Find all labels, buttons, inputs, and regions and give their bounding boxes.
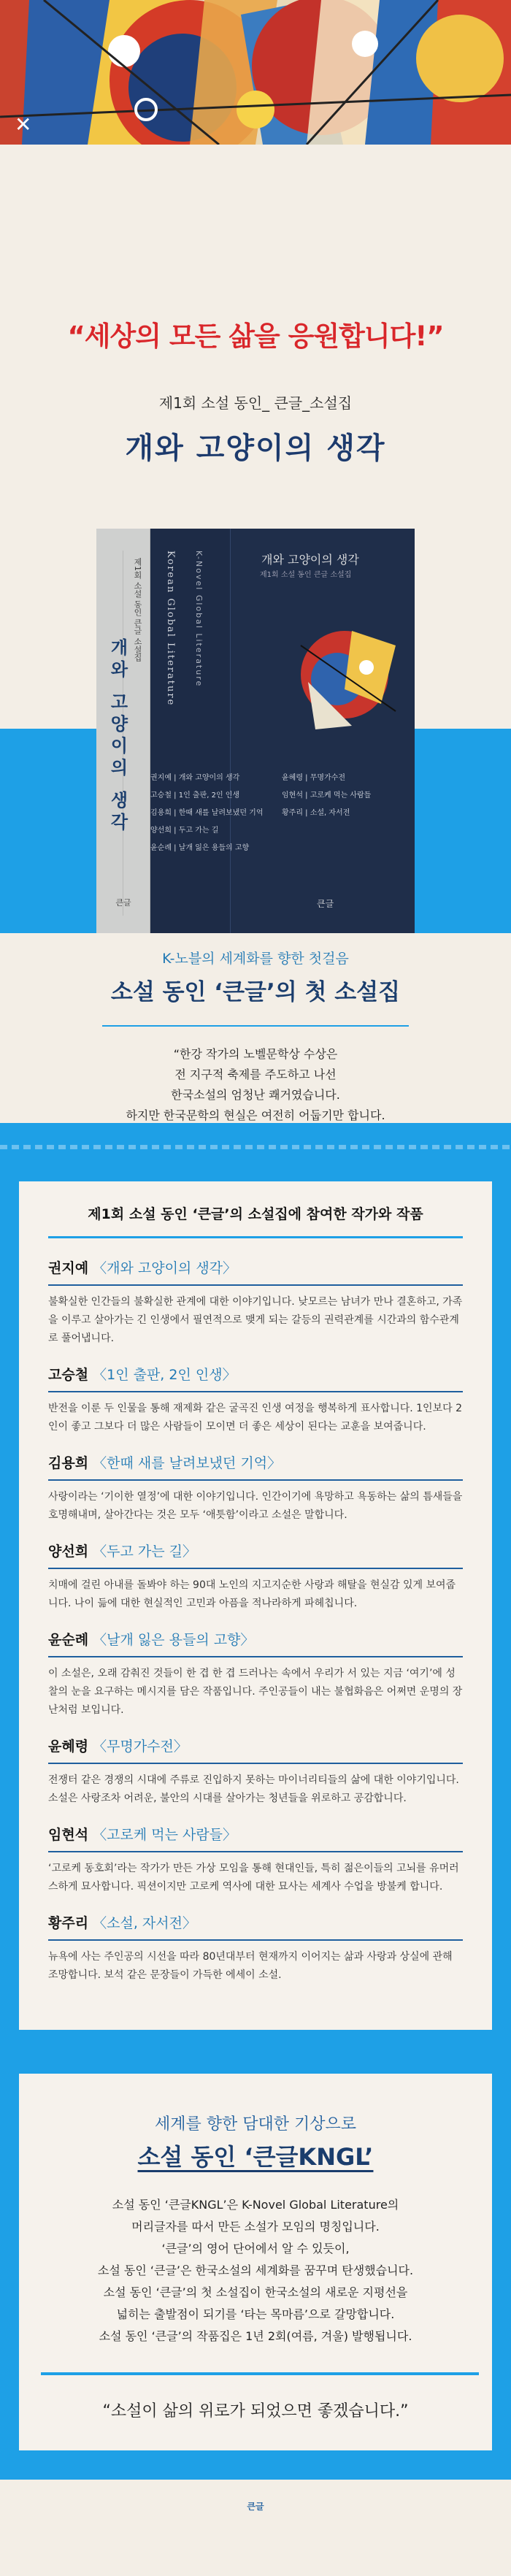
abstract-painting	[0, 0, 511, 145]
book-cover	[150, 529, 415, 938]
spine-series: 제1회 소설 동인 큰글 소설집	[133, 558, 142, 662]
author-name: 김용희	[48, 1455, 89, 1471]
divider	[102, 1025, 409, 1027]
closing-heading: 소설 동인 ‘큰글KNGL’	[137, 2143, 374, 2171]
author-name: 윤혜령	[48, 1739, 89, 1755]
cover-logo: 큰글	[317, 899, 334, 909]
closing-card	[19, 2074, 492, 2450]
authors-heading: 제1회 소설 동인 ‘큰글’의 소설집에 참여한 작가와 작품	[88, 1206, 423, 1222]
cover-subtitle: 제1회 소설 동인 큰글 소설집	[260, 571, 352, 579]
closing-line: 넓히는 출발점이 되기를 ‘타는 목마름’으로 갈망합니다.	[116, 2307, 395, 2321]
closing-line: ‘큰글’의 영어 단어에서 알 수 있듯이,	[161, 2242, 350, 2255]
author-work: 〈고로케 먹는 사람들〉	[93, 1827, 237, 1843]
book-spine	[96, 529, 150, 938]
cover-list-item: 임현석 | 고로케 먹는 사람들	[282, 791, 372, 800]
author-description: ‘고로케 동호회’라는 작가가 만든 가상 모임을 통해 현대인들, 특히 젊은이들의 고뇌를 유머러스하게 묘사합니다. 픽션이지만 고로케 역사에 대한 묘사는 세계사 수업을 방불케 합니다.	[48, 1863, 459, 1893]
author-entry	[48, 1824, 463, 1896]
author-name: 윤순례	[48, 1632, 89, 1648]
cover-artwork	[293, 624, 403, 733]
author-description: 치매에 걸린 아내를 돌봐야 하는 90대 노인의 지고지순한 사랑과 해탈을 현실감 있게 보여줍니다. 나이 듦에 대한 현실적인 고민과 아픔을 적나라하게 파헤칩니다.	[48, 1579, 456, 1609]
cover-title: 개와 고양이의 생각	[261, 553, 359, 567]
k-section-heading: 소설 동인 ‘큰글’의 첫 소설집	[110, 979, 401, 1005]
cover-list-item: 양선희 | 두고 가는 길	[150, 827, 219, 835]
author-entry	[48, 1541, 463, 1613]
spine-title: 개와 고양이의 생각	[107, 638, 128, 835]
closing-subheading: 세계를 향한 담대한 기상으로	[154, 2115, 356, 2134]
divider	[41, 2372, 479, 2375]
author-work: 〈두고 가는 길〉	[93, 1544, 196, 1560]
authors-section	[0, 1123, 511, 2074]
author-description: 반전을 이룬 두 인물을 통해 재제화 같은 굴곡진 인생 여정을 행복하게 표사합니다. 1인보다 2인이 좋고 그보다 더 많은 사람들이 모이면 더 좋은 세상이 된다는 교훈을 보여줍니다.	[48, 1403, 462, 1433]
quote-line: 전 지구적 축제를 주도하고 나선	[174, 1067, 337, 1081]
cover-list-item: 윤순례 | 날개 잃은 용들의 고향	[150, 844, 250, 852]
cover-vertical-title: Korean Global Literature	[165, 551, 176, 707]
author-name: 권지예	[48, 1260, 89, 1276]
closing-line: 소설 동인 ‘큰글’의 첫 소설집이 한국소설의 새로운 지평선을	[103, 2285, 408, 2299]
author-work: 〈날개 잃은 용들의 고향〉	[93, 1632, 255, 1648]
author-name: 양선희	[48, 1544, 89, 1560]
svg-text:✕: ✕	[15, 112, 32, 137]
closing-line: 소설 동인 ‘큰글’은 한국소설의 세계화를 꿈꾸며 탄생했습니다.	[97, 2263, 414, 2277]
book-title: 개와 고양이의 생각	[125, 431, 386, 465]
author-work: 〈개와 고양이의 생각〉	[93, 1260, 237, 1276]
closing-line: 소설 동인 ‘큰글’의 작품집은 1년 2회(여름, 겨울) 발행됩니다.	[99, 2329, 412, 2343]
author-entry	[48, 1257, 463, 1348]
cover-list-item: 김용희 | 한때 새를 날려보냈던 기억	[150, 809, 264, 817]
quote-line: “한강 작가의 노벨문학상 수상은	[173, 1047, 338, 1061]
subtitle: 제1회 소설 동인_ 큰글_소설집	[158, 394, 353, 412]
book-image	[96, 529, 415, 938]
author-description: 불확실한 인간들의 불확실한 관계에 대한 이야기입니다. 낮모르는 남녀가 만나 결혼하고, 가족을 이루고 살아가는 긴 인생에서 필연적으로 맺게 되는 갈등의 권력관계를 시간과의 함수관계로 풀어냅니다.	[48, 1296, 463, 1344]
quote-line: 하지만 한국문학의 현실은 여전히 어둡기만 합니다.	[126, 1108, 385, 1122]
closing-paragraph	[41, 2194, 470, 2347]
closing-line: 소설 동인 ‘큰글KNGL’은 K-Novel Global Literature의	[112, 2198, 399, 2212]
k-novel-section	[0, 933, 511, 1123]
slogan: “세상의 모든 삶을 응원합니다!”	[67, 321, 444, 352]
cover-list-item: 고승철 | 1인 출판, 2인 인생	[150, 791, 240, 800]
k-section-subheading: K-노블의 세계화를 향한 첫걸음	[162, 951, 349, 967]
footer	[0, 2480, 511, 2545]
author-entry	[48, 1364, 463, 1436]
publisher-logo: 큰글	[247, 2502, 264, 2512]
quote-line: 한국소설의 엄청난 쾌거였습니다.	[171, 1088, 340, 1102]
cover-vertical-sub: K-Novel Global Literature	[194, 551, 204, 688]
author-name: 임현석	[48, 1827, 89, 1843]
hero-artwork	[0, 0, 511, 145]
spine-logo: 큰글	[115, 898, 131, 908]
author-name: 황주리	[48, 1915, 89, 1931]
author-work: 〈1인 출판, 2인 인생〉	[93, 1367, 237, 1383]
closing-line: 머리글자를 따서 만든 소설가 모임의 명칭입니다.	[131, 2220, 380, 2234]
cover-list-item: 황주리 | 소설, 자서전	[282, 809, 350, 817]
author-work: 〈한때 새를 날려보냈던 기억〉	[93, 1455, 282, 1471]
author-description: 이 소설은, 오래 감춰진 것들이 한 겹 한 겹 드러나는 속에서 우리가 서 있는 지금 ‘여기’에 성찰의 눈을 요구하는 메시지를 담은 작품입니다. 주인공들이 내는 불협화음은 어쩌면 운명의 장난처럼 보입니다.	[48, 1668, 463, 1716]
author-entry	[48, 1912, 463, 1985]
closing-quote: “소설이 삶의 위로가 되었으면 좋겠습니다.”	[102, 2402, 409, 2420]
author-description: 전쟁터 같은 경쟁의 시대에 주류로 진입하지 못하는 마이너리티들의 삶에 대한 이야기입니다. 소설은 사랑조차 어려운, 불안의 시대를 살아가는 청년들을 위로하고 공감합니다.	[48, 1774, 459, 1804]
authors-card	[19, 1181, 492, 2030]
author-entry	[48, 1736, 463, 1808]
author-work: 〈소설, 자서전〉	[93, 1915, 196, 1931]
author-description: 뉴욕에 사는 주인공의 시선을 따라 80년대부터 현재까지 이어지는 삶과 사랑과 상실에 관해 조망합니다. 보석 같은 문장들이 가득한 에세이 소설.	[48, 1951, 453, 1981]
author-entry	[48, 1452, 463, 1525]
author-name: 고승철	[48, 1367, 89, 1383]
cover-list-item: 윤혜령 | 무명가수전	[282, 774, 346, 782]
cover-list-item: 권지예 | 개와 고양이의 생각	[150, 774, 240, 782]
author-entry	[48, 1629, 463, 1720]
author-description: 사랑이라는 ‘기이한 열정’에 대한 이야기입니다. 인간이기에 욕망하고 욕동하는 삶의 틈새들을 호명해내며, 살아간다는 것은 모두 ‘애틋함’이라고 소설은 말합니다.	[48, 1491, 463, 1521]
author-work: 〈무명가수전〉	[93, 1739, 188, 1755]
intro-section	[0, 145, 511, 933]
closing-section	[0, 2074, 511, 2480]
dashed-divider	[0, 1145, 511, 1149]
divider	[48, 1236, 463, 1238]
